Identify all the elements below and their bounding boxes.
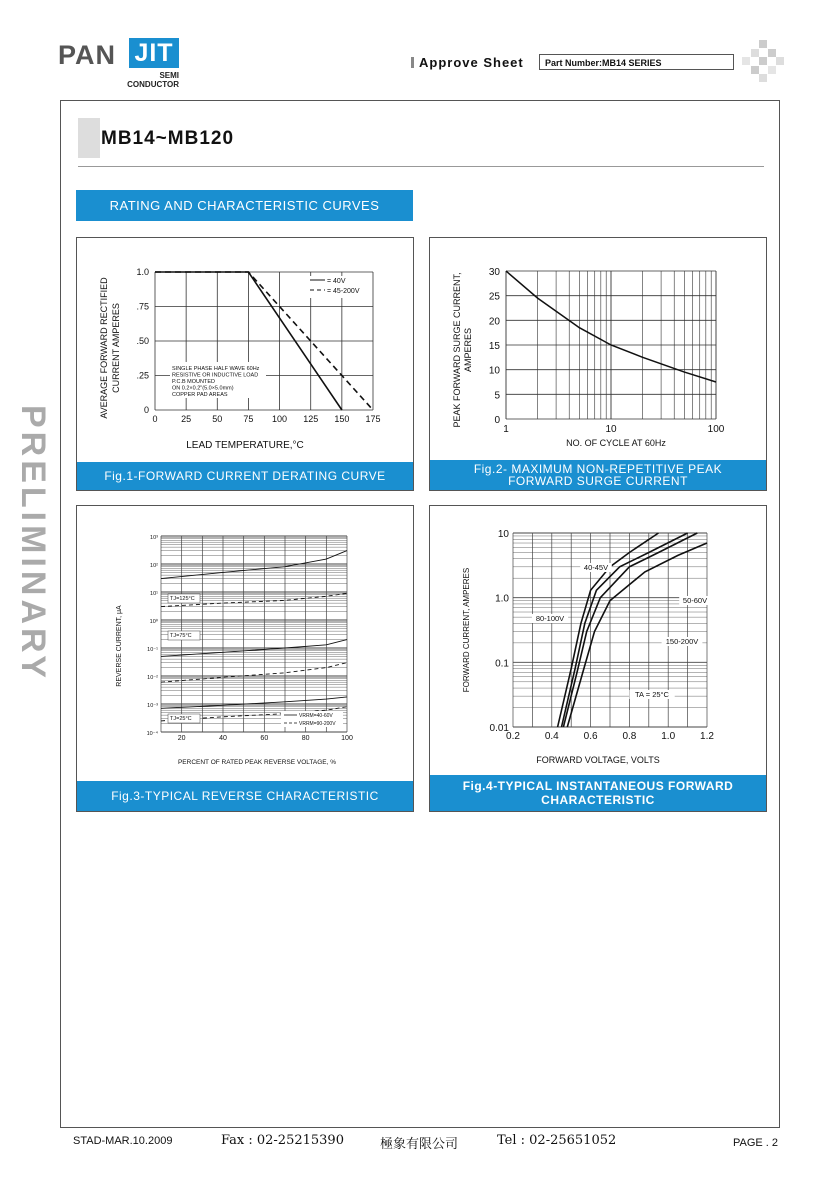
fig4-xtick: 0.4	[544, 731, 559, 742]
fig2-xtick: 1	[503, 424, 509, 435]
fig2-ytick: 30	[488, 267, 500, 278]
fig3-legend-text: VRRM=40-60V	[299, 713, 333, 719]
fig1-xtick: 75	[243, 414, 254, 424]
fig2-ytick: 25	[488, 291, 500, 303]
section-banner: RATING AND CHARACTERISTIC CURVES	[76, 190, 413, 221]
fig1-xtick: 150	[334, 414, 350, 424]
fig3-legend-text: VRRM=90-200V	[299, 721, 336, 727]
footer-company: 極象有限公司	[380, 1137, 459, 1152]
fig4-ylabel: FORWARD CURRENT, AMPERES	[462, 567, 471, 693]
fig1-xtick: 100	[272, 414, 288, 424]
fig3-temp-label: TJ=75°C	[170, 633, 192, 639]
fig3-ytick: 10⁻²	[147, 675, 158, 681]
fig3-temp-label: TJ=125°C	[170, 596, 195, 602]
logo-pan: PAN	[58, 40, 117, 70]
fig1-xtick: 125	[303, 414, 319, 424]
fig1-caption: Fig.1-FORWARD CURRENT DERATING CURVE	[77, 462, 413, 490]
fig2-caption: Fig.2- MAXIMUM NON-REPETITIVE PEAK FORWARD SURGE CURRENT	[430, 460, 766, 490]
fig4-xtick: 0.2	[506, 731, 520, 742]
fig1-chart	[77, 238, 413, 490]
title-marker	[78, 118, 100, 158]
footer-tel: Tel : 02-25651052	[497, 1133, 617, 1148]
fig3-ytick: 10⁻⁴	[146, 731, 158, 737]
logo-semiconductor: SEMI CONDUCTOR	[127, 71, 179, 89]
fig4-chart	[430, 506, 766, 811]
fig3-xtick: 20	[177, 735, 186, 742]
fig3-series-line	[161, 551, 347, 579]
footer-fax: Fax : 02-25215390	[221, 1133, 344, 1148]
fig1-panel	[76, 237, 414, 491]
fig1-ytick: .25	[136, 370, 149, 381]
fig3-xtick: 80	[301, 735, 310, 742]
fig1-xtick: 0	[152, 414, 158, 424]
fig4-ytick: 0.1	[495, 658, 509, 670]
fig2-xtick: 100	[707, 424, 725, 435]
decorative-squares-icon	[742, 40, 784, 82]
fig1-ytick: 1.0	[136, 267, 149, 277]
fig3-ytick: 10²	[150, 563, 158, 569]
fig2-panel	[429, 237, 767, 491]
fig2-ytick: 10	[488, 365, 500, 377]
fig4-curve-label: TA = 25°C	[635, 690, 669, 699]
fig3-ytick: 10⁻¹	[147, 647, 158, 653]
fig4-xtick: 0.6	[583, 731, 598, 742]
fig1-ytick: .75	[136, 301, 149, 312]
fig3-series-line	[161, 663, 347, 683]
fig4-xtick: 1.2	[700, 731, 714, 742]
fig3-xtick: 60	[260, 735, 269, 742]
approve-bar	[411, 57, 414, 68]
fig3-xtick: 100	[341, 735, 353, 742]
fig1-ytick: 0	[143, 405, 149, 415]
logo-jit: JIT	[129, 38, 179, 68]
fig4-ytick: 1.0	[495, 593, 509, 605]
fig1-legend-text: = 45-200V	[327, 288, 360, 295]
fig4-ytick: 10	[497, 529, 509, 540]
page-title: MB14~MB120	[101, 128, 235, 149]
approve-sheet-text: Approve Sheet	[419, 55, 524, 70]
fig4-curve-label: 80-100V	[535, 614, 565, 623]
part-number-box: Part Number:MB14 SERIES	[539, 54, 734, 70]
fig1-xtick: 25	[181, 414, 192, 424]
fig3-ytick: 10⁰	[149, 619, 158, 625]
fig4-curve-label: 50-60V	[682, 596, 708, 605]
fig1-xtick: 175	[365, 414, 381, 424]
fig2-ytick: 20	[488, 316, 500, 328]
fig2-xtick: 10	[605, 424, 617, 435]
footer-page: PAGE . 2	[733, 1137, 779, 1149]
fig2-ytick: 15	[488, 341, 500, 352]
fig3-xlabel: PERCENT OF RATED PEAK REVERSE VOLTAGE, %	[177, 759, 337, 766]
fig1-ylabel2: CURRENT AMPERES	[111, 303, 121, 393]
fig4-curve-label: 40-45V	[583, 563, 609, 572]
fig2-ytick: 5	[494, 390, 500, 402]
fig3-xtick: 40	[219, 735, 227, 742]
fig3-panel	[76, 505, 414, 812]
fig1-ytick: .50	[136, 336, 149, 346]
fig3-ytick: 10¹	[150, 591, 158, 597]
fig1-note-line: ON 0.2×0.2"(5.0×5.0mm)	[172, 385, 234, 392]
fig1-ylabel: AVERAGE FORWARD RECTIFIED	[99, 277, 109, 419]
fig1-note-line: P.C.B MOUNTED	[172, 379, 215, 385]
title-divider	[78, 166, 764, 167]
footer-stad: STAD-MAR.10.2009	[73, 1135, 173, 1147]
fig4-xtick: 0.8	[622, 731, 637, 742]
fig4-xlabel: FORWARD VOLTAGE, VOLTS	[536, 755, 660, 765]
panjit-logo	[58, 38, 188, 89]
fig3-ytick: 10⁻³	[147, 703, 158, 709]
fig2-ytick: 0	[494, 415, 500, 426]
fig4-ytick: 0.01	[489, 723, 509, 734]
fig4-caption: Fig.4-TYPICAL INSTANTANEOUS FORWARD CHARACTERISTIC	[430, 775, 766, 811]
fig4-xtick: 1.0	[661, 731, 676, 742]
fig4-panel	[429, 505, 767, 812]
fig3-temp-label: TJ=25°C	[170, 716, 192, 722]
fig3-chart	[77, 506, 413, 811]
approve-sheet-label	[411, 55, 524, 70]
fig1-xtick: 50	[212, 414, 223, 424]
fig2-xlabel: NO. OF CYCLE AT 60Hz	[566, 438, 666, 448]
fig3-caption: Fig.3-TYPICAL REVERSE CHARACTERISTIC	[77, 781, 413, 811]
fig2-ylabel2: AMPERES	[463, 327, 473, 373]
fig3-ylabel: REVERSE CURRENT, μA	[116, 605, 123, 687]
preliminary-watermark: PRELIMINARY	[14, 405, 52, 682]
fig1-note-line: RESISTIVE OR INDUCTIVE LOAD	[172, 372, 259, 379]
fig1-note-line: COPPER PAD AREAS	[172, 392, 228, 398]
fig1-xlabel: LEAD TEMPERATURE,°C	[186, 440, 304, 451]
fig1-legend-text: = 40V	[327, 278, 346, 285]
fig2-chart	[430, 238, 766, 490]
fig1-note-line: SINGLE PHASE HALF WAVE 60Hz	[172, 366, 260, 372]
fig4-curve-label: 150-200V	[665, 637, 699, 646]
fig2-ylabel: PEAK FORWARD SURGE CURRENT,	[452, 272, 462, 428]
fig3-ytick: 10³	[150, 535, 158, 541]
